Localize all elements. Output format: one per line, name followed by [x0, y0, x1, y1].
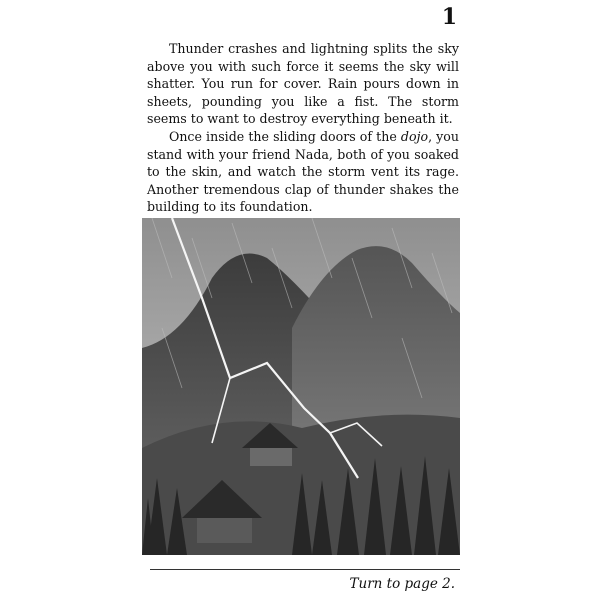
paragraph-text: Thunder crashes and lightning splits the sky above you with such force it seems the sky will shatter. You run for cover. Rain pours down in sheets, pounding you like a fist. The storm seems to want to destroy everything beneath it.: [147, 41, 459, 127]
page-number: 1: [441, 4, 457, 30]
hut-wall: [250, 448, 292, 466]
story-text: [147, 40, 459, 216]
hut-wall: [197, 518, 252, 543]
footer-divider: [150, 569, 460, 570]
dojo-emphasis: dojo: [400, 128, 429, 144]
paragraph-text: Once inside the sliding doors of the: [169, 128, 401, 144]
turn-to-link[interactable]: Turn to page 2.: [349, 576, 455, 592]
illustration-svg: [142, 218, 460, 555]
story-paragraph: [147, 40, 459, 128]
story-paragraph: [147, 128, 459, 216]
paragraph-text: , you stand with your friend Nada, both of you soaked to the skin, and watch the storm vent its rage. Another tremendous clap of thunder shakes the building to its foundation.: [147, 128, 459, 215]
storm-mountain-illustration: [142, 218, 460, 555]
